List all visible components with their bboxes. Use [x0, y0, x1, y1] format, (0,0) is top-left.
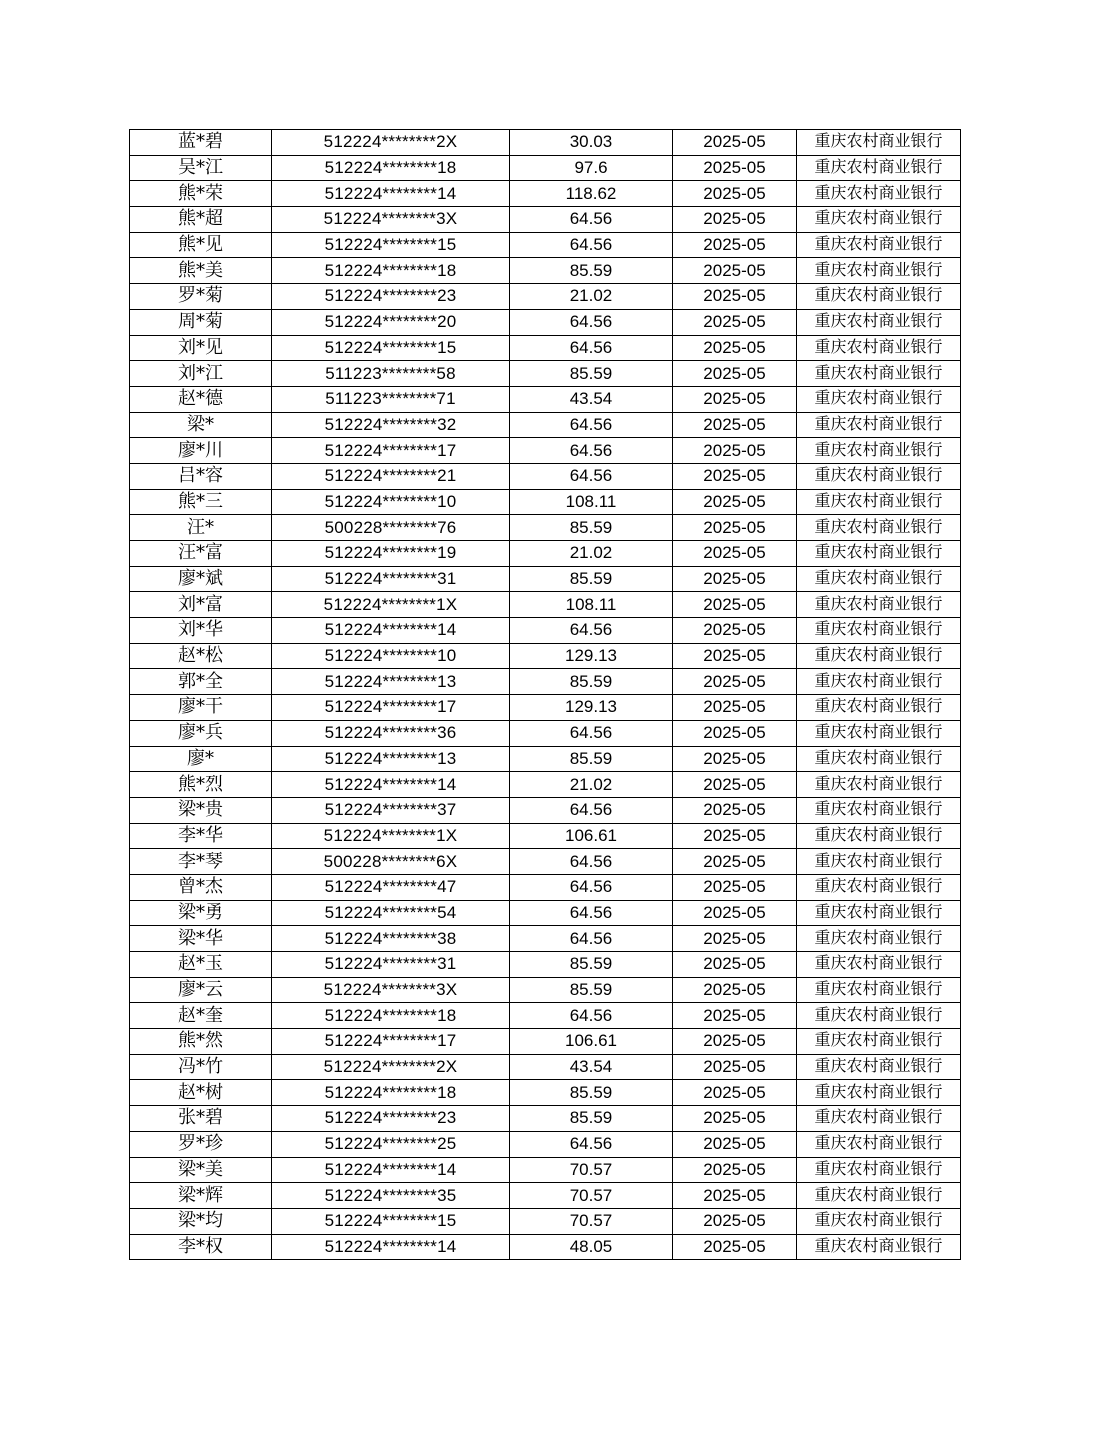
- amount-cell: 85.59: [510, 977, 673, 1003]
- bank-cell: 重庆农村商业银行: [797, 849, 961, 875]
- bank-cell: 重庆农村商业银行: [797, 874, 961, 900]
- table-row: [130, 695, 961, 721]
- month-cell: 2025-05: [673, 1183, 797, 1209]
- month-cell: 2025-05: [673, 797, 797, 823]
- id-number-cell: 512224********3X: [272, 977, 510, 1003]
- id-number-cell: 511223********71: [272, 386, 510, 412]
- recipient-name-cell: 熊*美: [130, 258, 272, 284]
- table-row: [130, 746, 961, 772]
- recipient-name-cell: 刘*华: [130, 618, 272, 644]
- table-row: [130, 977, 961, 1003]
- id-number-cell: 512224********37: [272, 797, 510, 823]
- amount-cell: 21.02: [510, 772, 673, 798]
- id-number-cell: 512224********1X: [272, 823, 510, 849]
- amount-cell: 85.59: [510, 1080, 673, 1106]
- id-number-cell: 512224********18: [272, 155, 510, 181]
- recipient-name-cell: 赵*玉: [130, 952, 272, 978]
- recipient-name-cell: 冯*竹: [130, 1054, 272, 1080]
- id-number-cell: 512224********14: [272, 772, 510, 798]
- amount-cell: 129.13: [510, 643, 673, 669]
- recipient-name-cell: 曾*杰: [130, 874, 272, 900]
- id-number-cell: 512224********10: [272, 489, 510, 515]
- bank-cell: 重庆农村商业银行: [797, 797, 961, 823]
- month-cell: 2025-05: [673, 515, 797, 541]
- bank-cell: 重庆农村商业银行: [797, 438, 961, 464]
- month-cell: 2025-05: [673, 258, 797, 284]
- amount-cell: 64.56: [510, 412, 673, 438]
- bank-cell: 重庆农村商业银行: [797, 284, 961, 310]
- bank-cell: 重庆农村商业银行: [797, 1157, 961, 1183]
- bank-cell: 重庆农村商业银行: [797, 335, 961, 361]
- bank-cell: 重庆农村商业银行: [797, 489, 961, 515]
- table-row: [130, 618, 961, 644]
- amount-cell: 64.56: [510, 1131, 673, 1157]
- amount-cell: 21.02: [510, 284, 673, 310]
- recipient-name-cell: 罗*珍: [130, 1131, 272, 1157]
- month-cell: 2025-05: [673, 592, 797, 618]
- month-cell: 2025-05: [673, 463, 797, 489]
- id-number-cell: 500228********6X: [272, 849, 510, 875]
- id-number-cell: 512224********54: [272, 900, 510, 926]
- recipient-name-cell: 赵*松: [130, 643, 272, 669]
- recipient-name-cell: 廖*斌: [130, 566, 272, 592]
- amount-cell: 43.54: [510, 386, 673, 412]
- id-number-cell: 512224********17: [272, 438, 510, 464]
- id-number-cell: 512224********23: [272, 284, 510, 310]
- id-number-cell: 512224********10: [272, 643, 510, 669]
- table-row: [130, 926, 961, 952]
- month-cell: 2025-05: [673, 1029, 797, 1055]
- month-cell: 2025-05: [673, 207, 797, 233]
- table-row: [130, 720, 961, 746]
- bank-cell: 重庆农村商业银行: [797, 977, 961, 1003]
- table-row: [130, 1054, 961, 1080]
- month-cell: 2025-05: [673, 284, 797, 310]
- recipient-name-cell: 熊*荣: [130, 181, 272, 207]
- id-number-cell: 512224********21: [272, 463, 510, 489]
- id-number-cell: 512224********20: [272, 309, 510, 335]
- amount-cell: 64.56: [510, 618, 673, 644]
- bank-cell: 重庆农村商业银行: [797, 309, 961, 335]
- amount-cell: 64.56: [510, 309, 673, 335]
- id-number-cell: 512224********18: [272, 1080, 510, 1106]
- bank-cell: 重庆农村商业银行: [797, 669, 961, 695]
- bank-cell: 重庆农村商业银行: [797, 643, 961, 669]
- amount-cell: 21.02: [510, 541, 673, 567]
- id-number-cell: 512224********31: [272, 952, 510, 978]
- recipient-name-cell: 李*琴: [130, 849, 272, 875]
- table-row: [130, 772, 961, 798]
- amount-cell: 64.56: [510, 232, 673, 258]
- bank-cell: 重庆农村商业银行: [797, 1029, 961, 1055]
- recipient-name-cell: 梁*美: [130, 1157, 272, 1183]
- amount-cell: 85.59: [510, 746, 673, 772]
- bank-cell: 重庆农村商业银行: [797, 1080, 961, 1106]
- month-cell: 2025-05: [673, 952, 797, 978]
- table-row: [130, 1029, 961, 1055]
- amount-cell: 64.56: [510, 207, 673, 233]
- table-row: [130, 952, 961, 978]
- bank-cell: 重庆农村商业银行: [797, 1003, 961, 1029]
- id-number-cell: 512224********23: [272, 1106, 510, 1132]
- recipient-name-cell: 汪*富: [130, 541, 272, 567]
- month-cell: 2025-05: [673, 772, 797, 798]
- month-cell: 2025-05: [673, 1208, 797, 1234]
- bank-cell: 重庆农村商业银行: [797, 772, 961, 798]
- amount-cell: 64.56: [510, 463, 673, 489]
- id-number-cell: 512224********14: [272, 181, 510, 207]
- table-row: [130, 155, 961, 181]
- month-cell: 2025-05: [673, 926, 797, 952]
- id-number-cell: 512224********15: [272, 232, 510, 258]
- id-number-cell: 512224********32: [272, 412, 510, 438]
- recipient-name-cell: 廖*干: [130, 695, 272, 721]
- month-cell: 2025-05: [673, 1054, 797, 1080]
- table-row: [130, 669, 961, 695]
- month-cell: 2025-05: [673, 874, 797, 900]
- month-cell: 2025-05: [673, 900, 797, 926]
- payment-table-body: [130, 130, 961, 1260]
- amount-cell: 97.6: [510, 155, 673, 181]
- table-row: [130, 412, 961, 438]
- bank-cell: 重庆农村商业银行: [797, 926, 961, 952]
- id-number-cell: 512224********14: [272, 1157, 510, 1183]
- table-row: [130, 463, 961, 489]
- month-cell: 2025-05: [673, 130, 797, 156]
- month-cell: 2025-05: [673, 155, 797, 181]
- recipient-name-cell: 赵*德: [130, 386, 272, 412]
- month-cell: 2025-05: [673, 181, 797, 207]
- recipient-name-cell: 周*菊: [130, 309, 272, 335]
- bank-cell: 重庆农村商业银行: [797, 155, 961, 181]
- amount-cell: 64.56: [510, 874, 673, 900]
- amount-cell: 106.61: [510, 1029, 673, 1055]
- recipient-name-cell: 梁*勇: [130, 900, 272, 926]
- table-row: [130, 130, 961, 156]
- id-number-cell: 512224********2X: [272, 130, 510, 156]
- id-number-cell: 512224********14: [272, 618, 510, 644]
- bank-cell: 重庆农村商业银行: [797, 1234, 961, 1260]
- id-number-cell: 512224********25: [272, 1131, 510, 1157]
- table-row: [130, 1131, 961, 1157]
- id-number-cell: 512224********2X: [272, 1054, 510, 1080]
- recipient-name-cell: 廖*兵: [130, 720, 272, 746]
- bank-cell: 重庆农村商业银行: [797, 1183, 961, 1209]
- recipient-name-cell: 蓝*碧: [130, 130, 272, 156]
- month-cell: 2025-05: [673, 720, 797, 746]
- table-row: [130, 284, 961, 310]
- payment-table: [129, 129, 961, 1260]
- month-cell: 2025-05: [673, 1080, 797, 1106]
- id-number-cell: 512224********14: [272, 1234, 510, 1260]
- id-number-cell: 512224********38: [272, 926, 510, 952]
- id-number-cell: 512224********36: [272, 720, 510, 746]
- id-number-cell: 512224********47: [272, 874, 510, 900]
- month-cell: 2025-05: [673, 1234, 797, 1260]
- recipient-name-cell: 梁*均: [130, 1208, 272, 1234]
- month-cell: 2025-05: [673, 1131, 797, 1157]
- table-row: [130, 361, 961, 387]
- bank-cell: 重庆农村商业银行: [797, 1208, 961, 1234]
- bank-cell: 重庆农村商业银行: [797, 720, 961, 746]
- recipient-name-cell: 刘*江: [130, 361, 272, 387]
- table-row: [130, 643, 961, 669]
- recipient-name-cell: 刘*见: [130, 335, 272, 361]
- id-number-cell: 512224********3X: [272, 207, 510, 233]
- amount-cell: 64.56: [510, 720, 673, 746]
- recipient-name-cell: 汪*: [130, 515, 272, 541]
- recipient-name-cell: 赵*树: [130, 1080, 272, 1106]
- recipient-name-cell: 廖*川: [130, 438, 272, 464]
- id-number-cell: 512224********18: [272, 1003, 510, 1029]
- bank-cell: 重庆农村商业银行: [797, 207, 961, 233]
- month-cell: 2025-05: [673, 309, 797, 335]
- bank-cell: 重庆农村商业银行: [797, 1054, 961, 1080]
- table-row: [130, 592, 961, 618]
- amount-cell: 85.59: [510, 952, 673, 978]
- table-row: [130, 1106, 961, 1132]
- month-cell: 2025-05: [673, 489, 797, 515]
- amount-cell: 85.59: [510, 566, 673, 592]
- month-cell: 2025-05: [673, 669, 797, 695]
- table-row: [130, 874, 961, 900]
- month-cell: 2025-05: [673, 1106, 797, 1132]
- id-number-cell: 512224********13: [272, 746, 510, 772]
- month-cell: 2025-05: [673, 438, 797, 464]
- bank-cell: 重庆农村商业银行: [797, 515, 961, 541]
- table-row: [130, 1208, 961, 1234]
- amount-cell: 108.11: [510, 592, 673, 618]
- table-row: [130, 1157, 961, 1183]
- recipient-name-cell: 廖*云: [130, 977, 272, 1003]
- month-cell: 2025-05: [673, 412, 797, 438]
- recipient-name-cell: 李*权: [130, 1234, 272, 1260]
- recipient-name-cell: 梁*贵: [130, 797, 272, 823]
- id-number-cell: 512224********17: [272, 695, 510, 721]
- month-cell: 2025-05: [673, 232, 797, 258]
- month-cell: 2025-05: [673, 618, 797, 644]
- month-cell: 2025-05: [673, 643, 797, 669]
- recipient-name-cell: 李*华: [130, 823, 272, 849]
- amount-cell: 106.61: [510, 823, 673, 849]
- amount-cell: 70.57: [510, 1157, 673, 1183]
- amount-cell: 64.56: [510, 438, 673, 464]
- recipient-name-cell: 熊*见: [130, 232, 272, 258]
- month-cell: 2025-05: [673, 361, 797, 387]
- id-number-cell: 512224********13: [272, 669, 510, 695]
- table-row: [130, 232, 961, 258]
- table-row: [130, 1234, 961, 1260]
- amount-cell: 64.56: [510, 797, 673, 823]
- amount-cell: 108.11: [510, 489, 673, 515]
- amount-cell: 85.59: [510, 258, 673, 284]
- id-number-cell: 512224********19: [272, 541, 510, 567]
- recipient-name-cell: 吴*江: [130, 155, 272, 181]
- month-cell: 2025-05: [673, 849, 797, 875]
- id-number-cell: 512224********15: [272, 1208, 510, 1234]
- id-number-cell: 512224********18: [272, 258, 510, 284]
- month-cell: 2025-05: [673, 1003, 797, 1029]
- month-cell: 2025-05: [673, 335, 797, 361]
- recipient-name-cell: 罗*菊: [130, 284, 272, 310]
- amount-cell: 43.54: [510, 1054, 673, 1080]
- amount-cell: 85.59: [510, 361, 673, 387]
- table-row: [130, 181, 961, 207]
- amount-cell: 129.13: [510, 695, 673, 721]
- amount-cell: 48.05: [510, 1234, 673, 1260]
- amount-cell: 64.56: [510, 1003, 673, 1029]
- amount-cell: 64.56: [510, 926, 673, 952]
- table-row: [130, 797, 961, 823]
- id-number-cell: 512224********31: [272, 566, 510, 592]
- month-cell: 2025-05: [673, 386, 797, 412]
- id-number-cell: 500228********76: [272, 515, 510, 541]
- id-number-cell: 512224********17: [272, 1029, 510, 1055]
- bank-cell: 重庆农村商业银行: [797, 592, 961, 618]
- recipient-name-cell: 熊*烈: [130, 772, 272, 798]
- recipient-name-cell: 熊*三: [130, 489, 272, 515]
- month-cell: 2025-05: [673, 1157, 797, 1183]
- amount-cell: 70.57: [510, 1208, 673, 1234]
- id-number-cell: 512224********15: [272, 335, 510, 361]
- recipient-name-cell: 张*碧: [130, 1106, 272, 1132]
- table-row: [130, 566, 961, 592]
- recipient-name-cell: 赵*奎: [130, 1003, 272, 1029]
- amount-cell: 85.59: [510, 515, 673, 541]
- table-row: [130, 1080, 961, 1106]
- table-row: [130, 541, 961, 567]
- month-cell: 2025-05: [673, 541, 797, 567]
- table-row: [130, 1003, 961, 1029]
- bank-cell: 重庆农村商业银行: [797, 412, 961, 438]
- month-cell: 2025-05: [673, 566, 797, 592]
- bank-cell: 重庆农村商业银行: [797, 823, 961, 849]
- recipient-name-cell: 刘*富: [130, 592, 272, 618]
- amount-cell: 64.56: [510, 849, 673, 875]
- table-row: [130, 309, 961, 335]
- amount-cell: 64.56: [510, 335, 673, 361]
- bank-cell: 重庆农村商业银行: [797, 130, 961, 156]
- month-cell: 2025-05: [673, 695, 797, 721]
- recipient-name-cell: 熊*然: [130, 1029, 272, 1055]
- bank-cell: 重庆农村商业银行: [797, 386, 961, 412]
- amount-cell: 85.59: [510, 1106, 673, 1132]
- id-number-cell: 511223********58: [272, 361, 510, 387]
- amount-cell: 85.59: [510, 669, 673, 695]
- table-row: [130, 207, 961, 233]
- table-row: [130, 823, 961, 849]
- table-row: [130, 335, 961, 361]
- bank-cell: 重庆农村商业银行: [797, 463, 961, 489]
- recipient-name-cell: 梁*辉: [130, 1183, 272, 1209]
- bank-cell: 重庆农村商业银行: [797, 541, 961, 567]
- month-cell: 2025-05: [673, 977, 797, 1003]
- bank-cell: 重庆农村商业银行: [797, 566, 961, 592]
- bank-cell: 重庆农村商业银行: [797, 361, 961, 387]
- recipient-name-cell: 熊*超: [130, 207, 272, 233]
- bank-cell: 重庆农村商业银行: [797, 232, 961, 258]
- table-row: [130, 1183, 961, 1209]
- recipient-name-cell: 廖*: [130, 746, 272, 772]
- bank-cell: 重庆农村商业银行: [797, 746, 961, 772]
- bank-cell: 重庆农村商业银行: [797, 900, 961, 926]
- bank-cell: 重庆农村商业银行: [797, 181, 961, 207]
- bank-cell: 重庆农村商业银行: [797, 1131, 961, 1157]
- month-cell: 2025-05: [673, 823, 797, 849]
- amount-cell: 30.03: [510, 130, 673, 156]
- recipient-name-cell: 吕*容: [130, 463, 272, 489]
- bank-cell: 重庆农村商业银行: [797, 618, 961, 644]
- amount-cell: 64.56: [510, 900, 673, 926]
- id-number-cell: 512224********1X: [272, 592, 510, 618]
- id-number-cell: 512224********35: [272, 1183, 510, 1209]
- recipient-name-cell: 梁*: [130, 412, 272, 438]
- bank-cell: 重庆农村商业银行: [797, 1106, 961, 1132]
- recipient-name-cell: 梁*华: [130, 926, 272, 952]
- month-cell: 2025-05: [673, 746, 797, 772]
- amount-cell: 118.62: [510, 181, 673, 207]
- table-row: [130, 258, 961, 284]
- amount-cell: 70.57: [510, 1183, 673, 1209]
- bank-cell: 重庆农村商业银行: [797, 952, 961, 978]
- table-row: [130, 849, 961, 875]
- table-row: [130, 438, 961, 464]
- bank-cell: 重庆农村商业银行: [797, 258, 961, 284]
- table-row: [130, 515, 961, 541]
- table-row: [130, 386, 961, 412]
- recipient-name-cell: 郭*全: [130, 669, 272, 695]
- table-row: [130, 900, 961, 926]
- bank-cell: 重庆农村商业银行: [797, 695, 961, 721]
- table-row: [130, 489, 961, 515]
